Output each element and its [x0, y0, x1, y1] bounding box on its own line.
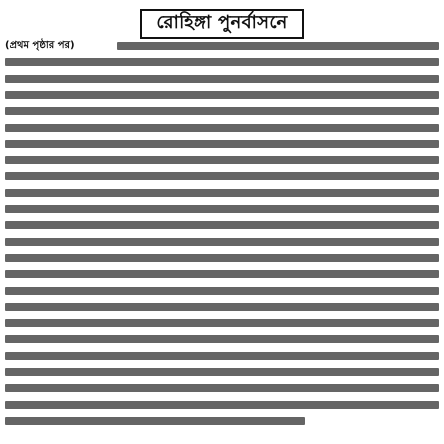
untranscribed-line	[5, 287, 439, 295]
untranscribed-line	[5, 221, 439, 229]
headline-container	[0, 9, 444, 39]
untranscribed-line	[5, 140, 439, 148]
untranscribed-line	[5, 335, 439, 343]
untranscribed-line	[5, 124, 439, 132]
untranscribed-line	[5, 303, 439, 311]
continuation-tag: (প্রথম পৃষ্ঠার পর)	[5, 40, 75, 51]
article-body	[5, 38, 439, 438]
untranscribed-line	[5, 384, 439, 392]
untranscribed-line	[5, 254, 439, 262]
untranscribed-line	[5, 58, 439, 66]
untranscribed-line	[5, 156, 439, 164]
untranscribed-line	[5, 172, 439, 180]
untranscribed-line	[5, 417, 305, 425]
untranscribed-line	[5, 352, 439, 360]
untranscribed-line	[5, 270, 439, 278]
untranscribed-line	[5, 401, 439, 409]
untranscribed-line	[5, 368, 439, 376]
untranscribed-line	[5, 238, 439, 246]
untranscribed-line	[117, 42, 439, 50]
untranscribed-line	[5, 189, 439, 197]
untranscribed-line	[5, 75, 439, 83]
untranscribed-line	[5, 319, 439, 327]
untranscribed-line	[5, 107, 439, 115]
untranscribed-line	[5, 205, 439, 213]
untranscribed-line	[5, 91, 439, 99]
headline: রোহিঙ্গা পুনর্বাসনে	[140, 9, 303, 39]
